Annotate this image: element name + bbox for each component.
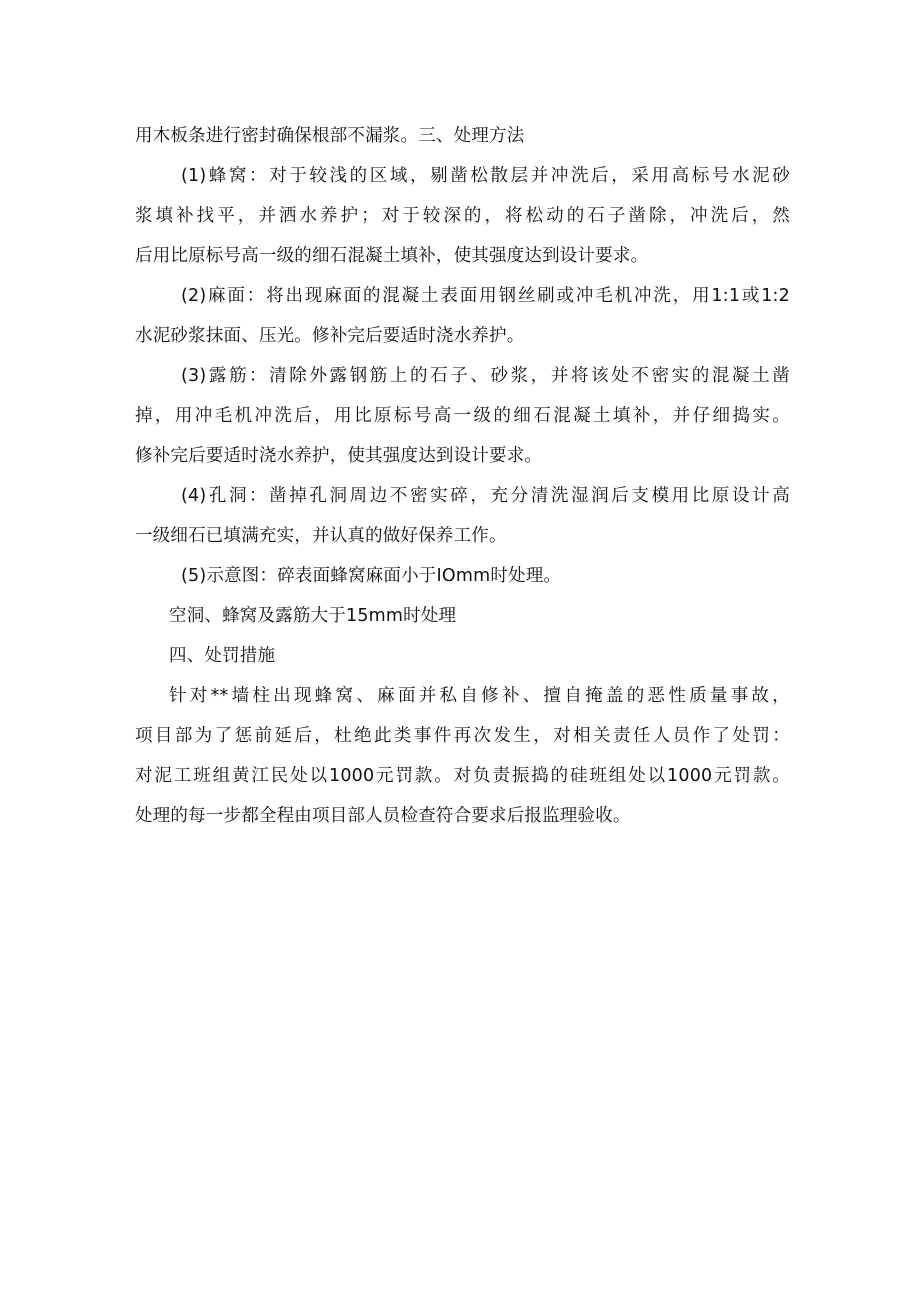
paragraph-line: 处理的每一步都全程由项目部人员检查符合要求后报监理验收。 xyxy=(135,806,631,826)
paragraph-line: 空洞、蜂窝及露筋大于15mm时处理 xyxy=(169,606,457,626)
document-body xyxy=(135,121,790,832)
paragraph-line: 水泥砂浆抹面、压光。修补完后要适时浇水养护。 xyxy=(135,326,525,346)
paragraph-line: 对泥工班组黄江民处以1000元罚款。对负责振捣的硅班组处以1000元罚款。 xyxy=(135,766,790,786)
paragraph-line: (3)露筋：清除外露钢筋上的石子、砂浆，并将该处不密实的混凝土凿 xyxy=(181,366,790,386)
paragraph-line: (1)蜂窝：对于较浅的区域，剔凿松散层并冲洗后，采用高标号水泥砂 xyxy=(181,166,790,186)
paragraph-line: 针对**墙柱出现蜂窝、麻面并私自修补、擅自掩盖的恶性质量事故， xyxy=(169,686,790,706)
paragraph-line: (2)麻面：将出现麻面的混凝土表面用钢丝刷或冲毛机冲洗，用1:1或1:2 xyxy=(181,286,790,306)
paragraph-line: 修补完后要适时浇水养护，使其强度达到设计要求。 xyxy=(135,446,543,466)
paragraph-line: 用木板条进行密封确保根部不漏浆。三、处理方法 xyxy=(135,126,525,146)
paragraph-line: 一级细石已填满充实，并认真的做好保养工作。 xyxy=(135,526,507,546)
paragraph-line: 浆填补找平，并洒水养护；对于较深的，将松动的石子凿除，冲洗后，然 xyxy=(135,206,790,226)
paragraph-line: 后用比原标号高一级的细石混凝土填补，使其强度达到设计要求。 xyxy=(135,246,649,266)
paragraph-line: 项目部为了惩前延后，杜绝此类事件再次发生，对相关责任人员作了处罚： xyxy=(135,726,790,746)
section-heading: 四、处罚措施 xyxy=(169,646,276,666)
paragraph-line: 掉，用冲毛机冲洗后，用比原标号高一级的细石混凝土填补，并仔细捣实。 xyxy=(135,406,790,426)
paragraph-line: (4)孔洞：凿掉孔洞周边不密实碎，充分清洗湿润后支模用比原设计高 xyxy=(181,486,790,506)
paragraph-line: (5)示意图：碎表面蜂窝麻面小于IOmm时处理。 xyxy=(181,566,562,586)
